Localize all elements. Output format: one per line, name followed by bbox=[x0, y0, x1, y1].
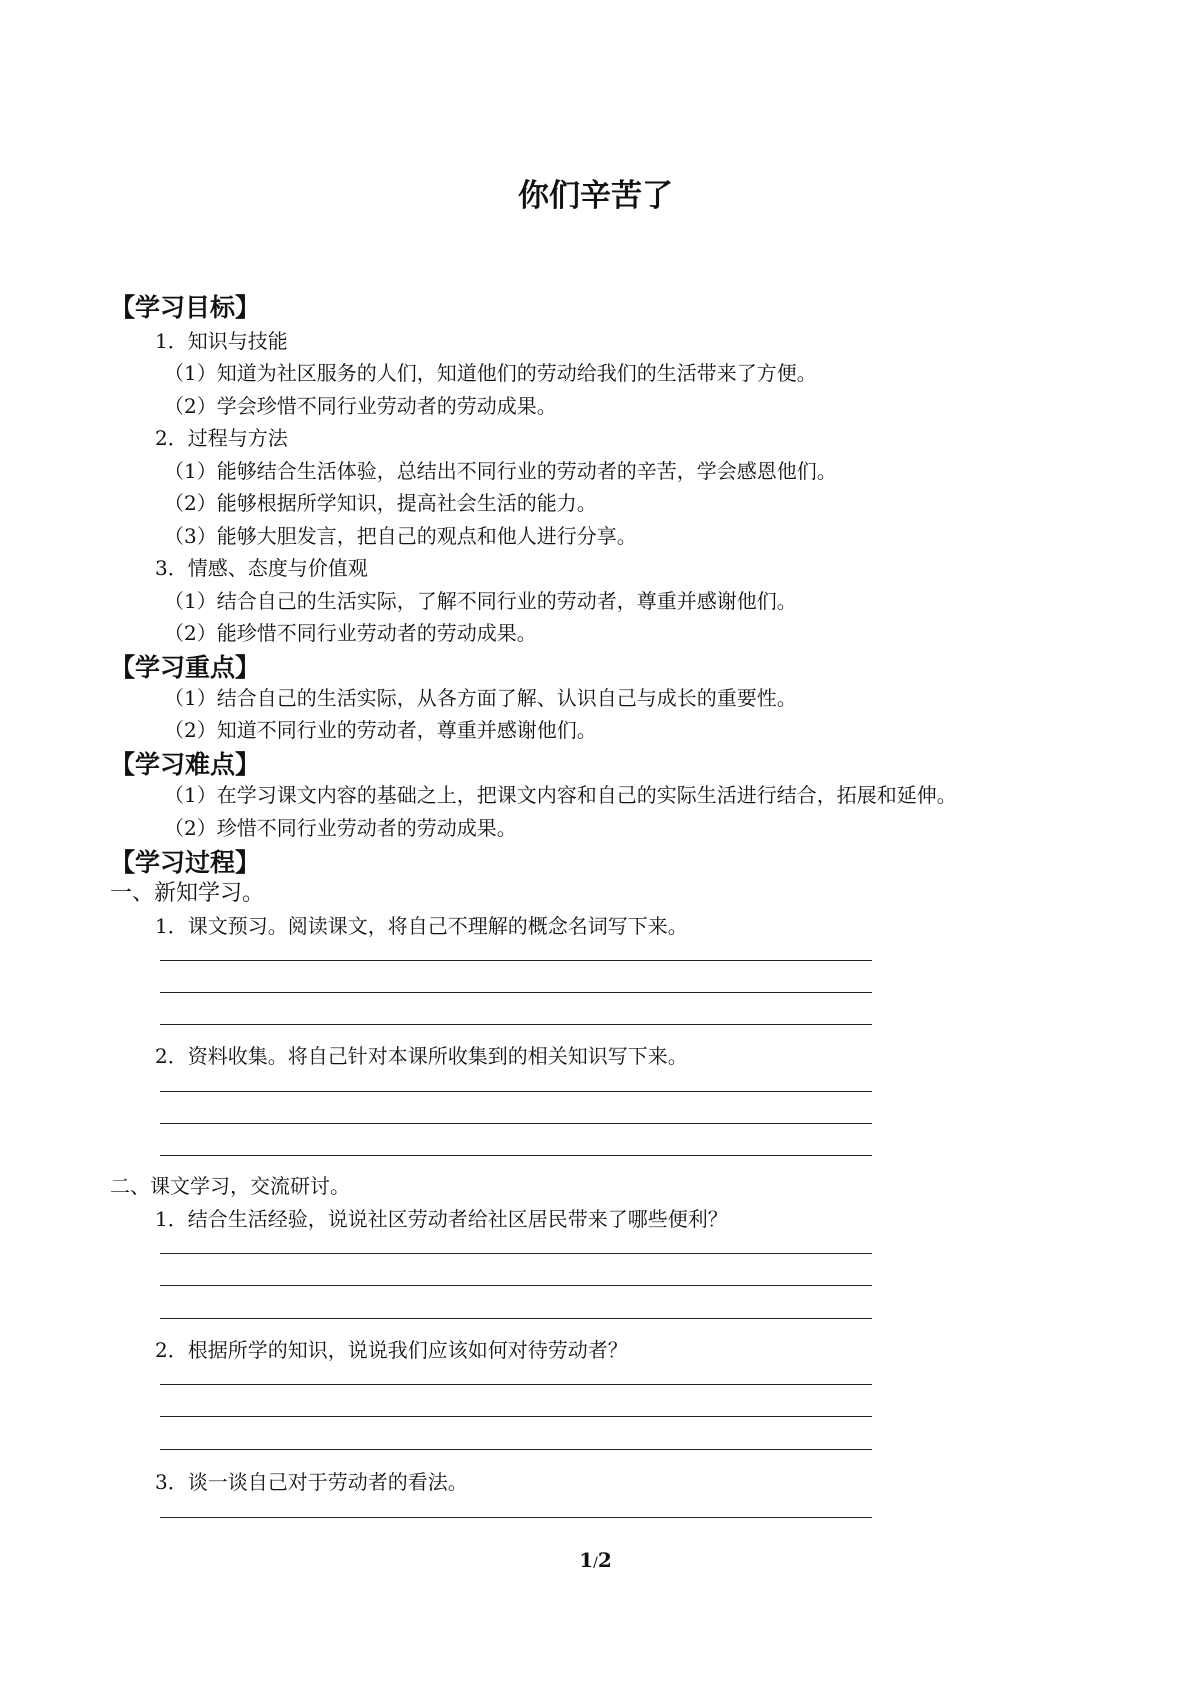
question: 2．资料收集。将自己针对本课所收集到的相关知识写下来。 bbox=[155, 1044, 688, 1068]
difficulty-item: （2）珍惜不同行业劳动者的劳动成果。 bbox=[164, 816, 517, 840]
answer-line[interactable] bbox=[160, 1384, 872, 1385]
answer-line[interactable] bbox=[160, 1091, 872, 1092]
goals-sub-knowledge: 1．知识与技能 bbox=[155, 329, 288, 353]
goals-process-item: （3）能够大胆发言，把自己的观点和他人进行分享。 bbox=[164, 524, 637, 548]
difficulty-item: （1）在学习课文内容的基础之上，把课文内容和自己的实际生活进行结合，拓展和延伸。 bbox=[164, 783, 957, 807]
goals-sub-attitude: 3．情感、态度与价值观 bbox=[155, 556, 368, 580]
part-heading-new-knowledge: 一、新知学习。 bbox=[110, 881, 265, 906]
section-heading-difficulty: 【学习难点】 bbox=[110, 750, 261, 779]
page-separator: / bbox=[593, 1555, 598, 1571]
goals-process-item: （2）能够根据所学知识，提高社会生活的能力。 bbox=[164, 491, 597, 515]
page-title: 你们辛苦了 bbox=[518, 178, 673, 214]
goals-knowledge-item: （1）知道为社区服务的人们，知道他们的劳动给我们的生活带来了方便。 bbox=[164, 361, 817, 385]
answer-line[interactable] bbox=[160, 1517, 872, 1518]
answer-line[interactable] bbox=[160, 1318, 872, 1319]
section-heading-process: 【学习过程】 bbox=[110, 848, 261, 877]
question: 1．结合生活经验，说说社区劳动者给社区居民带来了哪些便利？ bbox=[155, 1207, 728, 1231]
goals-process-item: （1）能够结合生活体验，总结出不同行业的劳动者的辛苦，学会感恩他们。 bbox=[164, 459, 837, 483]
answer-line[interactable] bbox=[160, 1155, 872, 1156]
answer-line[interactable] bbox=[160, 992, 872, 993]
question: 3．谈一谈自己对于劳动者的看法。 bbox=[155, 1470, 468, 1494]
page-number bbox=[0, 1548, 1191, 1572]
answer-line[interactable] bbox=[160, 1123, 872, 1124]
goals-attitude-item: （2）能珍惜不同行业劳动者的劳动成果。 bbox=[164, 621, 537, 645]
answer-line[interactable] bbox=[160, 960, 872, 961]
page-total: 2 bbox=[597, 1548, 612, 1572]
answer-line[interactable] bbox=[160, 1253, 872, 1254]
answer-line[interactable] bbox=[160, 1024, 872, 1025]
question: 2．根据所学的知识，说说我们应该如何对待劳动者？ bbox=[155, 1338, 628, 1362]
goals-attitude-item: （1）结合自己的生活实际，了解不同行业的劳动者，尊重并感谢他们。 bbox=[164, 589, 797, 613]
part-heading-discussion: 二、课文学习，交流研讨。 bbox=[110, 1174, 350, 1198]
question: 1．课文预习。阅读课文，将自己不理解的概念名词写下来。 bbox=[155, 914, 688, 938]
focus-item: （1）结合自己的生活实际，从各方面了解、认识自己与成长的重要性。 bbox=[164, 686, 797, 710]
page-current: 1 bbox=[579, 1548, 594, 1572]
goals-sub-process: 2．过程与方法 bbox=[155, 426, 288, 450]
section-heading-goals: 【学习目标】 bbox=[110, 293, 261, 322]
answer-line[interactable] bbox=[160, 1416, 872, 1417]
answer-line[interactable] bbox=[160, 1449, 872, 1450]
section-heading-focus: 【学习重点】 bbox=[110, 653, 261, 682]
answer-line[interactable] bbox=[160, 1285, 872, 1286]
goals-knowledge-item: （2）学会珍惜不同行业劳动者的劳动成果。 bbox=[164, 394, 557, 418]
focus-item: （2）知道不同行业的劳动者，尊重并感谢他们。 bbox=[164, 718, 597, 742]
